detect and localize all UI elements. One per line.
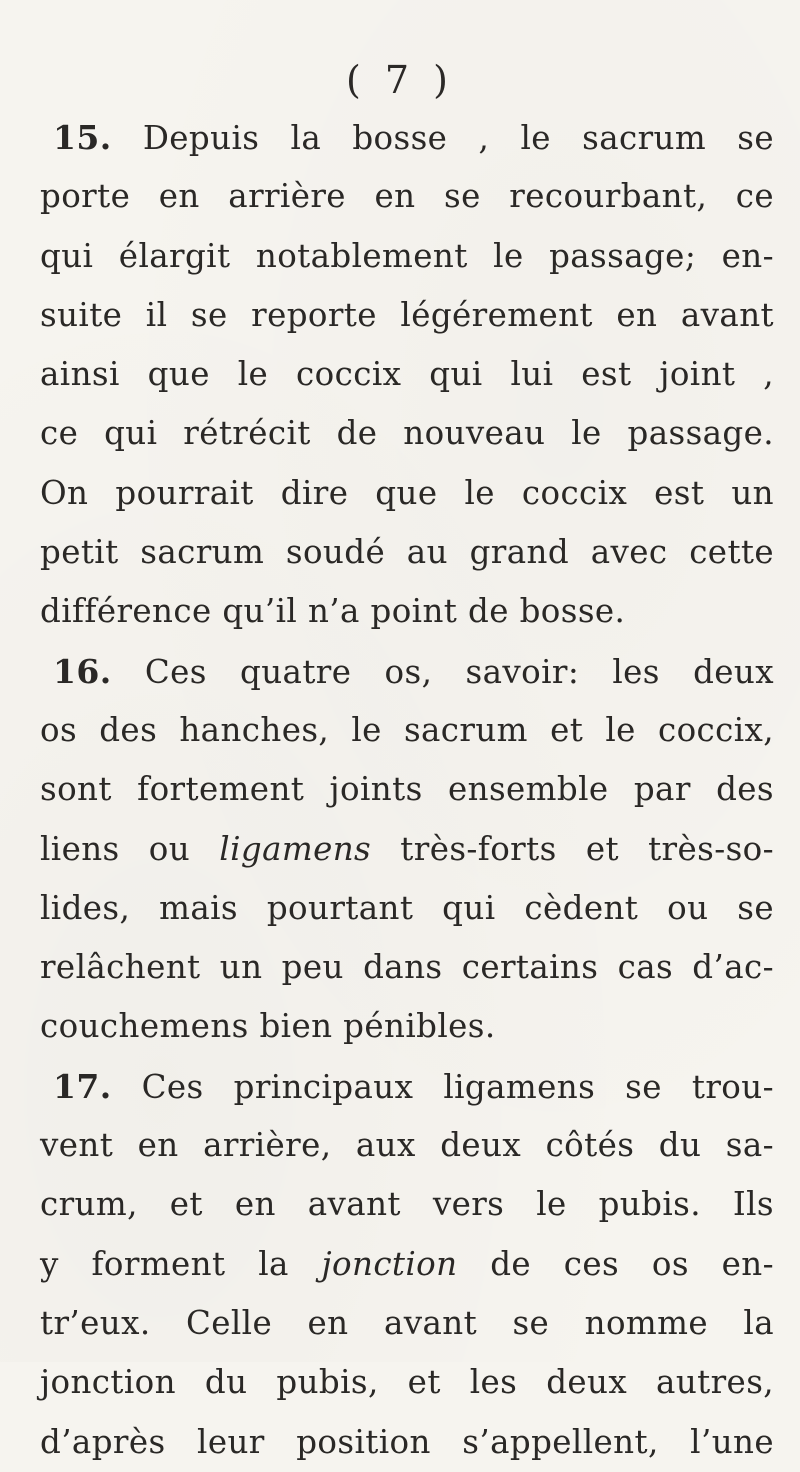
italic-term: jonction xyxy=(321,1244,458,1283)
paragraph-16-line-2: os des hanches, le sacrum et le coccix, xyxy=(40,710,774,749)
paragraph-16-line-4: liens ou ligamens très-forts et très-so- xyxy=(40,829,774,868)
paragraph-16-line-5: lides, mais pourtant qui cèdent ou se xyxy=(40,888,774,927)
paragraph-15-line-5: ainsi que le coccix qui lui est joint , xyxy=(40,355,774,394)
paragraph-16-line-7: couchemens bien pénibles. xyxy=(40,1007,496,1046)
paragraph-17-line-6: jonction du pubis, et les deux autres, xyxy=(40,1363,774,1402)
paragraph-17-line-5: tr’eux. Celle en avant se nomme la xyxy=(40,1303,774,1342)
paragraph-17-line-3: crum, et en avant vers le pubis. Ils xyxy=(40,1185,774,1224)
body-text xyxy=(40,108,774,1472)
paragraph-15-line-1: 15. Depuis la bosse , le sacrum se xyxy=(53,118,774,157)
paragraph-17-line-2: vent en arrière, aux deux côtés du sa- xyxy=(40,1126,774,1165)
paragraph-15-line-6: ce qui rétrécit de nouveau le passage. xyxy=(40,414,774,453)
paragraph-15-line-8: petit sacrum soudé au grand avec cette xyxy=(40,533,774,572)
page-number: ( 7 ) xyxy=(346,58,454,102)
paragraph-16-line-3: sont fortement joints ensemble par des xyxy=(40,770,774,809)
paragraph-16-line-1: 16. Ces quatre os, savoir: les deux xyxy=(53,651,774,691)
paragraph-17-line-4: y forment la jonction de ces os en- xyxy=(40,1244,775,1283)
paragraph-15-line-9: différence qu’il n’a point de bosse. xyxy=(40,592,626,631)
paragraph-number: 15. xyxy=(53,118,112,157)
paragraph-17-line-1: 17. Ces principaux ligamens se trou- xyxy=(53,1066,774,1106)
paragraph-15-line-2: porte en arrière en se recourbant, ce xyxy=(40,177,774,216)
paragraph-15-line-7: On pourrait dire que le coccix est un xyxy=(40,473,774,512)
paragraph-15-line-3: qui élargit notablement le passage; en- xyxy=(40,236,774,275)
paragraph-number: 17. xyxy=(53,1066,112,1106)
italic-term: ligamens xyxy=(219,829,372,868)
paragraph-16-line-6: relâchent un peu dans certains cas d’ac- xyxy=(40,948,774,987)
paragraph-number: 16. xyxy=(53,651,112,691)
paragraph-17-line-7: d’après leur position s’appellent, l’une xyxy=(40,1422,774,1461)
paragraph-15-line-4: suite il se reporte légérement en avant xyxy=(40,295,774,334)
